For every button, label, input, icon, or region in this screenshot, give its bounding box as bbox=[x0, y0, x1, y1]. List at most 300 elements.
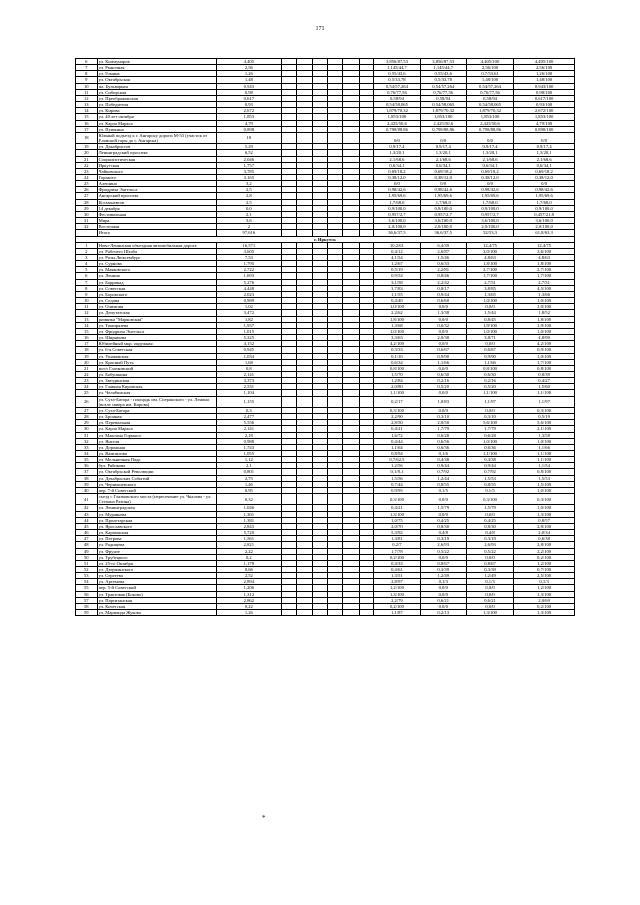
value-cell: 1,95/69,6 bbox=[514, 193, 575, 199]
value-cell: 0,9/17,4 bbox=[374, 144, 420, 150]
road-length: 0,801 bbox=[216, 469, 281, 475]
value-cell: 0,9/17,4 bbox=[420, 144, 466, 150]
road-name: Иркутская bbox=[97, 162, 216, 168]
road-name: Итого bbox=[97, 230, 216, 236]
value-cell: 2,2/79 bbox=[374, 597, 420, 603]
road-name: ул. Перевальная bbox=[97, 420, 216, 426]
value-cell: 0,7/44 bbox=[374, 481, 420, 487]
value-cell: 0,957/2,7 bbox=[374, 211, 420, 217]
value-cell: 0,1/3 bbox=[514, 579, 575, 585]
value-cell: 0,9/100,0 bbox=[420, 205, 466, 211]
road-name: ул. Пушкина bbox=[97, 126, 216, 132]
road-name: ул. Сергеева bbox=[97, 573, 216, 579]
value-cell: 2,0/100,0 bbox=[420, 224, 466, 230]
value-cell: 36,6/37,5 bbox=[420, 230, 466, 236]
road-length: 1,795 bbox=[216, 261, 281, 267]
value-cell: 1,145/44,7 bbox=[374, 65, 420, 71]
table-row bbox=[76, 396, 575, 407]
value-cell: 0,9/90 bbox=[466, 353, 513, 359]
value-cell: 2,8/97 bbox=[374, 579, 420, 585]
row-number: 11 bbox=[76, 89, 98, 95]
value-cell: 1,48/100 bbox=[466, 77, 513, 83]
value-cell: 1,7/78 bbox=[374, 548, 420, 554]
row-number: 15 bbox=[76, 114, 98, 120]
value-cell: 2,2/100 bbox=[514, 548, 575, 554]
value-cell: 0,8/67 bbox=[420, 560, 466, 566]
value-cell: 0,8/30 bbox=[466, 523, 513, 529]
row-number: 51 bbox=[76, 560, 98, 566]
value-cell: 0,1/6 bbox=[420, 451, 466, 457]
row-number: 12 bbox=[76, 310, 98, 316]
value-cell: 1,95/69,6 bbox=[374, 193, 420, 199]
row-number: 12 bbox=[76, 95, 98, 101]
value-cell: 1,0/100 bbox=[514, 304, 575, 310]
value-cell: 0,9/54 bbox=[374, 273, 420, 279]
value-cell: 0,0/0 bbox=[420, 585, 466, 591]
empty-cell bbox=[343, 610, 359, 616]
value-cell: 1,853/100 bbox=[466, 114, 513, 120]
road-length: 0,66 bbox=[216, 566, 281, 572]
value-cell: 36,6/37,5 bbox=[374, 230, 420, 236]
page-number: 171 bbox=[315, 26, 325, 32]
road-name: пер. 5-й Советский bbox=[97, 585, 216, 591]
road-length: 1,82 bbox=[216, 316, 281, 322]
road-length: 1,381 bbox=[216, 517, 281, 523]
road-length: 2,22 bbox=[216, 548, 281, 554]
value-cell: 0,5/22 bbox=[420, 548, 466, 554]
value-cell: 0,4/21 bbox=[374, 505, 420, 511]
value-cell: 3,8/71 bbox=[466, 335, 513, 341]
row-number: 7 bbox=[76, 279, 98, 285]
value-cell: 1,3/100 bbox=[514, 610, 575, 616]
value-cell: 5,6/100 bbox=[514, 420, 575, 426]
value-cell: 1,5/79 bbox=[466, 505, 513, 511]
value-cell: 0,54/57,264 bbox=[466, 83, 513, 89]
row-number: 31 bbox=[76, 432, 98, 438]
value-cell: 2,6/93 bbox=[420, 542, 466, 548]
row-number: 43 bbox=[76, 511, 98, 517]
road-length: 1,48 bbox=[216, 77, 281, 83]
empty-cell bbox=[359, 396, 373, 407]
value-cell: 0,76/77,56 bbox=[374, 89, 420, 95]
value-cell: 0,8/100 bbox=[514, 365, 575, 371]
value-cell: 0,0/0 bbox=[466, 304, 513, 310]
row-number: 38 bbox=[76, 475, 98, 481]
road-length: 5,325 bbox=[216, 335, 281, 341]
road-length: 1,937 bbox=[216, 322, 281, 328]
road-name: ул. Баррикад bbox=[97, 279, 216, 285]
row-number: 13 bbox=[76, 102, 98, 108]
value-cell: 0,4/25 bbox=[466, 517, 513, 523]
value-cell: 1,1/54 bbox=[514, 463, 575, 469]
road-name: ул. Сухэ-Батора - площадь им. Сперанского - ул. Ленина (возле сквера им. Кирова) bbox=[97, 396, 216, 407]
value-cell: 0,8/94 bbox=[374, 451, 420, 457]
road-name: ул. Победителя bbox=[97, 102, 216, 108]
value-cell: 2,0/100,0 bbox=[514, 224, 575, 230]
road-name: ул. Карла Маркса bbox=[97, 426, 216, 432]
value-cell: 0/0 bbox=[466, 181, 513, 187]
value-cell: 3,8/85 bbox=[466, 285, 513, 291]
value-cell: 3,6/100 bbox=[514, 248, 575, 254]
row-number: 15 bbox=[76, 328, 98, 334]
empty-cell bbox=[343, 494, 359, 505]
value-cell: 0,54/57,264 bbox=[420, 83, 466, 89]
value-cell: 1,0/100 bbox=[514, 328, 575, 334]
road-name: ул. Фридриха Энгельса bbox=[97, 328, 216, 334]
value-cell: 1,3/100 bbox=[466, 610, 513, 616]
value-cell: 0,2/100 bbox=[374, 603, 420, 609]
value-cell: 2,2/90 bbox=[374, 414, 420, 420]
empty-cell bbox=[312, 132, 327, 143]
road-length: 3,165 bbox=[216, 174, 281, 180]
value-cell: 0,4/8 bbox=[420, 530, 466, 536]
value-cell: 1,7/79 bbox=[420, 426, 466, 432]
row-number: 20 bbox=[76, 359, 98, 365]
value-cell: 2,672/100 bbox=[514, 108, 575, 114]
value-cell: 3,7/83 bbox=[374, 285, 420, 291]
road-name: ул. Ушаковская bbox=[97, 353, 216, 359]
road-name: 14 декабря bbox=[97, 205, 216, 211]
value-cell: 0,1/5 bbox=[466, 487, 513, 493]
value-cell: 1,7/68,0 bbox=[466, 199, 513, 205]
value-cell: 1,5/60 bbox=[514, 384, 575, 390]
road-name: ул. Дорожная bbox=[97, 444, 216, 450]
row-number: 30 bbox=[76, 426, 98, 432]
value-cell: 3,856/87,53 bbox=[374, 59, 420, 65]
road-length: 0,0 bbox=[216, 205, 281, 211]
road-length: 1,046 bbox=[216, 505, 281, 511]
value-cell: 0,0/0 bbox=[466, 585, 513, 591]
value-cell: 1,3/100 bbox=[514, 511, 575, 517]
road-length: 3,373 bbox=[216, 378, 281, 384]
value-cell: 0,6/34 bbox=[374, 359, 420, 365]
value-cell: 1,1/64 bbox=[374, 444, 420, 450]
row-number: 2 bbox=[76, 248, 98, 254]
value-cell: 3,6/100,0 bbox=[466, 218, 513, 224]
value-cell: 0,98/100 bbox=[514, 89, 575, 95]
value-cell: 0,5/20 bbox=[466, 384, 513, 390]
row-number: 24 bbox=[76, 174, 98, 180]
value-cell: 0,98/42,6 bbox=[374, 187, 420, 193]
value-cell: 0,55/43,6 bbox=[420, 71, 466, 77]
value-cell: 1,7/79 bbox=[466, 426, 513, 432]
value-cell: 1,2/44 bbox=[420, 475, 466, 481]
value-cell: 0,8/55 bbox=[466, 481, 513, 487]
value-cell: 2,6/87 bbox=[420, 248, 466, 254]
value-cell: 3,3/63 bbox=[374, 335, 420, 341]
road-length: 1,178 bbox=[216, 560, 281, 566]
row-number: 29 bbox=[76, 420, 98, 426]
value-cell: 1,3/20,1 bbox=[420, 150, 466, 156]
row-number: 54 bbox=[76, 579, 98, 585]
value-cell: 1,1/100 bbox=[466, 451, 513, 457]
value-cell: 1,5/53 bbox=[514, 475, 575, 481]
road-length: 2,722 bbox=[216, 267, 281, 273]
value-cell: 0,7/53,61 bbox=[466, 71, 513, 77]
road-length: 1,312 bbox=[216, 591, 281, 597]
value-cell: 0,2/7 bbox=[374, 542, 420, 548]
road-name: ул. Сибирская bbox=[97, 89, 216, 95]
row-number: 32 bbox=[76, 438, 98, 444]
empty-cell bbox=[297, 610, 312, 616]
value-cell: 0,9/90 bbox=[420, 353, 466, 359]
road-length: 1,015 bbox=[216, 328, 281, 334]
value-cell: 2,1/68,6 bbox=[514, 156, 575, 162]
road-length: 0,898 bbox=[216, 126, 281, 132]
value-cell: 0,3/100 bbox=[374, 407, 420, 413]
row-number: 25 bbox=[76, 390, 98, 396]
road-length: 2,8 bbox=[216, 193, 281, 199]
road-name: ул. Звездинская bbox=[97, 378, 216, 384]
value-cell: 1,0/83 bbox=[420, 396, 466, 407]
value-cell: 0/0 bbox=[374, 181, 420, 187]
row-number: 11 bbox=[76, 304, 98, 310]
value-cell: 1,3/58 bbox=[514, 432, 575, 438]
value-cell: 0,1/8,1 bbox=[374, 469, 420, 475]
value-cell: 1,145/44,7 bbox=[420, 65, 466, 71]
row-number: 39 bbox=[76, 481, 98, 487]
value-cell: 0/0 bbox=[420, 132, 466, 143]
road-length: 1,561 bbox=[216, 536, 281, 542]
value-cell: 0,5/22 bbox=[466, 548, 513, 554]
row-number: 14 bbox=[76, 108, 98, 114]
value-cell: 0,0/0 bbox=[420, 390, 466, 396]
road-length: 1,301 bbox=[216, 511, 281, 517]
road-length: 2,1 bbox=[216, 463, 281, 469]
value-cell: 1,853/100 bbox=[420, 114, 466, 120]
value-cell: 0,9/100,0 bbox=[514, 205, 575, 211]
value-cell: 1,0/100 bbox=[374, 328, 420, 334]
value-cell: 4,2/100 bbox=[374, 341, 420, 347]
value-cell: 1,1/97 bbox=[466, 396, 513, 407]
road-length: 0,22 bbox=[216, 603, 281, 609]
road-name: ул. Ярославского bbox=[97, 523, 216, 529]
row-number: 16 bbox=[76, 335, 98, 341]
value-cell: 1,1/66 bbox=[420, 359, 466, 365]
road-name: ул. Главная Кировская bbox=[97, 384, 216, 390]
value-cell: 1,0/100 bbox=[466, 298, 513, 304]
row-number: 57 bbox=[76, 597, 98, 603]
value-cell: 1,879/70,32 bbox=[374, 108, 420, 114]
value-cell: 1,1/66 bbox=[514, 444, 575, 450]
value-cell: 0,69/18,2 bbox=[466, 168, 513, 174]
road-name: ул. Тимирязева bbox=[97, 322, 216, 328]
road-name: ул. Кочетская bbox=[97, 603, 216, 609]
road-name: ул. Артемова bbox=[97, 579, 216, 585]
value-cell: 1,8/100 bbox=[374, 316, 420, 322]
road-name: ул. Мельничная Падь bbox=[97, 457, 216, 463]
road-length: 2,75 bbox=[216, 475, 281, 481]
value-cell: 0,54/58,065 bbox=[466, 102, 513, 108]
value-cell: 2,7/100 bbox=[466, 267, 513, 273]
empty-cell bbox=[343, 132, 359, 143]
row-number: 47 bbox=[76, 536, 98, 542]
value-cell: 0/0 bbox=[514, 132, 575, 143]
row-number: 16 bbox=[76, 120, 98, 126]
road-length: 2,477 bbox=[216, 414, 281, 420]
row-number: 18 bbox=[76, 347, 98, 353]
value-cell: 5,6/100 bbox=[466, 420, 513, 426]
road-length: 0,989 bbox=[216, 298, 281, 304]
value-cell: 2,1/100 bbox=[514, 426, 575, 432]
value-cell: 1,853/100 bbox=[374, 114, 420, 120]
value-cell: 0,54/58,065 bbox=[374, 102, 420, 108]
road-name: Социалистическая bbox=[97, 156, 216, 162]
value-cell: 0,0/0 bbox=[420, 603, 466, 609]
value-cell: 1,3/65 bbox=[466, 291, 513, 297]
row-number: 55 bbox=[76, 585, 98, 591]
value-cell: 1,2/100 bbox=[514, 585, 575, 591]
value-cell: 0,5/33,78 bbox=[374, 77, 420, 83]
value-cell: 2,425/50,6 bbox=[374, 120, 420, 126]
road-name: ул. Преображенская bbox=[97, 95, 216, 101]
value-cell: 2,2/42 bbox=[420, 279, 466, 285]
value-cell: 0,2/13 bbox=[420, 610, 466, 616]
value-cell: 0,3/100 bbox=[466, 494, 513, 505]
value-cell: 4,79/100 bbox=[514, 120, 575, 126]
empty-cell bbox=[281, 494, 296, 505]
value-cell: 1,2/67 bbox=[374, 261, 420, 267]
value-cell: 2,8/50 bbox=[374, 420, 420, 426]
value-cell: 0,1/3 bbox=[466, 579, 513, 585]
road-name: ул. 25-го Октября bbox=[97, 560, 216, 566]
value-cell: 0,2/16 bbox=[420, 378, 466, 384]
road-length: 1,693 bbox=[216, 273, 281, 279]
road-length: 2,18 bbox=[216, 432, 281, 438]
row-number: 41 bbox=[76, 494, 98, 505]
value-cell: 0,4/38 bbox=[466, 457, 513, 463]
road-length: 0,617 bbox=[216, 95, 281, 101]
value-cell: 0,4/27 bbox=[514, 378, 575, 384]
empty-cell bbox=[312, 494, 327, 505]
row-number: 33 bbox=[76, 444, 98, 450]
empty-cell bbox=[297, 396, 312, 407]
road-name: ул. Коммунаров bbox=[97, 59, 216, 65]
value-cell: 1,1/100 bbox=[374, 390, 420, 396]
road-length: 3,472 bbox=[216, 310, 281, 316]
value-cell: 2,0/80 bbox=[374, 384, 420, 390]
road-length: 0,95 bbox=[216, 487, 281, 493]
row-number: 45 bbox=[76, 523, 98, 529]
road-length: 1,743 bbox=[216, 444, 281, 450]
value-cell: 1,8/100 bbox=[514, 261, 575, 267]
row-number: 6 bbox=[76, 59, 98, 65]
value-cell: 1,3/20,1 bbox=[514, 150, 575, 156]
value-cell: 2,5/100 bbox=[514, 573, 575, 579]
road-length: 0,32 bbox=[216, 494, 281, 505]
value-cell: 0,58/94 bbox=[374, 95, 420, 101]
table-block-irkutsk bbox=[76, 242, 575, 616]
row-number: 34 bbox=[76, 451, 98, 457]
value-cell: 1,0/100 bbox=[514, 353, 575, 359]
value-cell: 2,8/100 bbox=[514, 523, 575, 529]
value-cell: 1,1/100 bbox=[466, 390, 513, 396]
road-name: ул. Партизанская bbox=[97, 597, 216, 603]
value-cell: 1,3/81 bbox=[374, 536, 420, 542]
value-cell: 1,6/72 bbox=[374, 432, 420, 438]
road-name: Фестивальная bbox=[97, 211, 216, 217]
road-name: Космонавтов bbox=[97, 199, 216, 205]
value-cell: 1,2/100 bbox=[374, 585, 420, 591]
value-cell: 0,0/0 bbox=[420, 494, 466, 505]
stray-mark: * bbox=[262, 814, 266, 822]
value-cell: 0,0/0 bbox=[466, 407, 513, 413]
road-name: ул. Октябрьской Революции bbox=[97, 469, 216, 475]
road-length: 2 bbox=[216, 224, 281, 230]
row-number: 26 bbox=[76, 396, 98, 407]
value-cell: 0,6/38 bbox=[514, 536, 575, 542]
value-cell: 2,2/62 bbox=[374, 310, 420, 316]
road-name: Юбилейный мкр. окружная bbox=[97, 341, 216, 347]
value-cell: 0,2/100 bbox=[374, 554, 420, 560]
value-cell: 0,5/20 bbox=[420, 384, 466, 390]
value-cell: 0,5/19 bbox=[514, 414, 575, 420]
value-cell: 1,9/100 bbox=[466, 322, 513, 328]
value-cell: 1,1/55 bbox=[374, 291, 420, 297]
value-cell: 0,8/100 bbox=[466, 365, 513, 371]
value-cell: 1,95/69,6 bbox=[420, 193, 466, 199]
road-length: 0,8 bbox=[216, 365, 281, 371]
value-cell: 12,4/75 bbox=[514, 242, 575, 248]
road-length: 1,055 bbox=[216, 451, 281, 457]
table-row bbox=[76, 610, 575, 616]
row-number: 4 bbox=[76, 261, 98, 267]
value-cell: 0,2/17 bbox=[374, 396, 420, 407]
road-length: 1,12 bbox=[216, 457, 281, 463]
road-length: 4,405 bbox=[216, 59, 281, 65]
value-cell: 1,0/100 bbox=[374, 304, 420, 310]
value-cell: 1,8/52 bbox=[514, 310, 575, 316]
road-name: Чайковского bbox=[97, 168, 216, 174]
value-cell: 1,3/100 bbox=[374, 591, 420, 597]
value-cell: 1,95/69,6 bbox=[466, 193, 513, 199]
road-name: ул. 40 лет октября bbox=[97, 114, 216, 120]
road-name: ул. Октябрьская bbox=[97, 77, 216, 83]
value-cell: 0,69/18,2 bbox=[514, 168, 575, 174]
road-length: 2,141 bbox=[216, 426, 281, 432]
value-cell: 1,5/56 bbox=[374, 475, 420, 481]
value-cell: 0,8/17 bbox=[420, 285, 466, 291]
value-cell: 5,3/92 bbox=[374, 530, 420, 536]
road-length: 4,79 bbox=[216, 120, 281, 126]
road-length: 2,023 bbox=[216, 291, 281, 297]
value-cell: 0,3/100 bbox=[374, 494, 420, 505]
value-cell: 0,0/0 bbox=[420, 365, 466, 371]
row-number: 42 bbox=[76, 505, 98, 511]
table-row bbox=[76, 494, 575, 505]
value-cell: 0,9/95 bbox=[374, 487, 420, 493]
row-number: 24 bbox=[76, 384, 98, 390]
value-cell: 3,856/87,53 bbox=[420, 59, 466, 65]
row-number: 29 bbox=[76, 205, 98, 211]
value-cell: 0,0/0 bbox=[420, 511, 466, 517]
road-length: 3,605 bbox=[216, 248, 281, 254]
value-cell: 4,5/100 bbox=[514, 285, 575, 291]
empty-cell bbox=[343, 396, 359, 407]
road-name: Ново-Ленинская объездная автомобильная дорога bbox=[97, 242, 216, 248]
row-number: 35 bbox=[76, 457, 98, 463]
value-cell: 0,6/28 bbox=[466, 432, 513, 438]
row-number: 23 bbox=[76, 378, 98, 384]
value-cell: 0,617/100 bbox=[514, 95, 575, 101]
row-number: 40 bbox=[76, 487, 98, 493]
road-name: ул. Розы Люксембург bbox=[97, 255, 216, 261]
road-name: ул. Фрунзе bbox=[97, 548, 216, 554]
road-length: 1,104 bbox=[216, 390, 281, 396]
value-cell: 0,7/92 bbox=[420, 469, 466, 475]
road-length: 2,821 bbox=[216, 542, 281, 548]
value-cell: 52/53,3 bbox=[466, 230, 513, 236]
